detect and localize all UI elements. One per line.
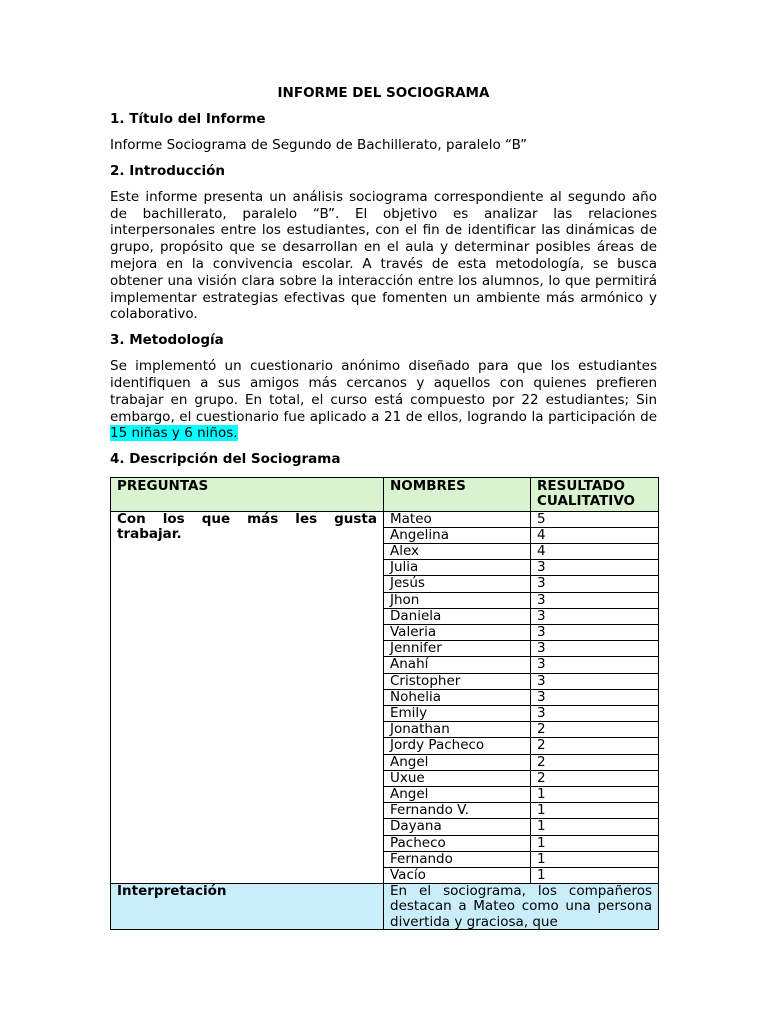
name-cell: Jesús (384, 576, 531, 592)
header-nombres: NOMBRES (384, 478, 531, 511)
table-row (111, 511, 659, 527)
sociogram-table-body (111, 478, 659, 930)
result-cell: 3 (531, 689, 659, 705)
result-cell: 3 (531, 608, 659, 624)
result-cell: 2 (531, 754, 659, 770)
section-3-heading: 3. Metodología (110, 332, 224, 349)
name-cell: Jonathan (384, 722, 531, 738)
section-3-text-body: Se implementó un cuestionario anónimo diseñado para que los estudiantes identifiquen a sus amigos más cercanos y aquellos con quienes prefieren trabajar en grupo. En total, el curso está compuesto por 22 estudiantes; Sin embargo, el cuestionario fue aplicado a 21 de ellos, logrando la participación de (110, 358, 657, 425)
name-cell: Daniela (384, 608, 531, 624)
name-cell: Angel (384, 754, 531, 770)
name-cell: Fernando (384, 851, 531, 867)
result-cell: 3 (531, 673, 659, 689)
sociogram-table (110, 477, 659, 930)
result-cell: 3 (531, 624, 659, 640)
section-1-text: Informe Sociograma de Segundo de Bachillerato, paralelo “B” (110, 137, 528, 153)
header-resultado: RESULTADO CUALITATIVO (531, 478, 659, 511)
highlighted-participation: 15 niñas y 6 niños. (110, 425, 238, 442)
result-cell: 2 (531, 738, 659, 754)
name-cell: Dayana (384, 819, 531, 835)
section-3-text (110, 358, 657, 442)
result-cell: 2 (531, 722, 659, 738)
name-cell: Jordy Pacheco (384, 738, 531, 754)
name-cell: Valeria (384, 624, 531, 640)
result-cell: 1 (531, 803, 659, 819)
result-cell: 1 (531, 787, 659, 803)
section-4-heading: 4. Descripción del Sociograma (110, 451, 341, 468)
name-cell: Julia (384, 560, 531, 576)
result-cell: 3 (531, 657, 659, 673)
name-cell: Emily (384, 706, 531, 722)
result-cell: 4 (531, 543, 659, 559)
result-cell: 3 (531, 641, 659, 657)
result-cell: 1 (531, 835, 659, 851)
section-2-text: Este informe presenta un análisis sociograma correspondiente al segundo año de bachillerato, paralelo “B”. El objetivo es analizar las relaciones interpersonales entre los estudiantes, con el fin de identificar las dinámicas de grupo, propósito que se desarrollan en el aula y determinar posibles áreas de mejora en la convivencia escolar. A través de esta metodología, se busca obtener una visión clara sobre la interacción entre los alumnos, lo que permitirá implementar estrategias efectivas que fomenten un ambiente más armónico y colaborativo. (110, 188, 657, 323)
document-body (110, 85, 657, 930)
interpretation-label: Interpretación (111, 884, 384, 930)
document-title: INFORME DEL SOCIOGRAMA (277, 85, 490, 101)
name-cell: Angelina (384, 527, 531, 543)
interpretation-text: En el sociograma, los compañeros destacan a Mateo como una persona divertida y graciosa, que (390, 884, 652, 930)
name-cell: Nohelia (384, 689, 531, 705)
result-cell: 3 (531, 706, 659, 722)
name-cell: Pacheco (384, 835, 531, 851)
result-cell: 1 (531, 819, 659, 835)
name-cell: Fernando V. (384, 803, 531, 819)
result-cell: 5 (531, 511, 659, 527)
table-header-row (111, 478, 659, 511)
name-cell: Alex (384, 543, 531, 559)
question-cell: Con los que más les gusta trabajar. (111, 511, 384, 884)
result-cell: 3 (531, 592, 659, 608)
result-cell: 2 (531, 770, 659, 786)
section-1-heading: 1. Título del Informe (110, 111, 266, 127)
name-cell: Uxue (384, 770, 531, 786)
name-cell: Jhon (384, 592, 531, 608)
interpretation-cell (384, 884, 659, 930)
result-cell: 3 (531, 576, 659, 592)
name-cell: Vacío (384, 868, 531, 884)
name-cell: Mateo (384, 511, 531, 527)
name-cell: Anahí (384, 657, 531, 673)
interpretation-row (111, 884, 659, 930)
name-cell: Jennifer (384, 641, 531, 657)
result-cell: 3 (531, 560, 659, 576)
section-2-heading: 2. Introducción (110, 162, 226, 179)
name-cell: Angel (384, 787, 531, 803)
result-cell: 1 (531, 851, 659, 867)
header-preguntas: PREGUNTAS (111, 478, 384, 511)
result-cell: 1 (531, 868, 659, 884)
result-cell: 4 (531, 527, 659, 543)
name-cell: Cristopher (384, 673, 531, 689)
